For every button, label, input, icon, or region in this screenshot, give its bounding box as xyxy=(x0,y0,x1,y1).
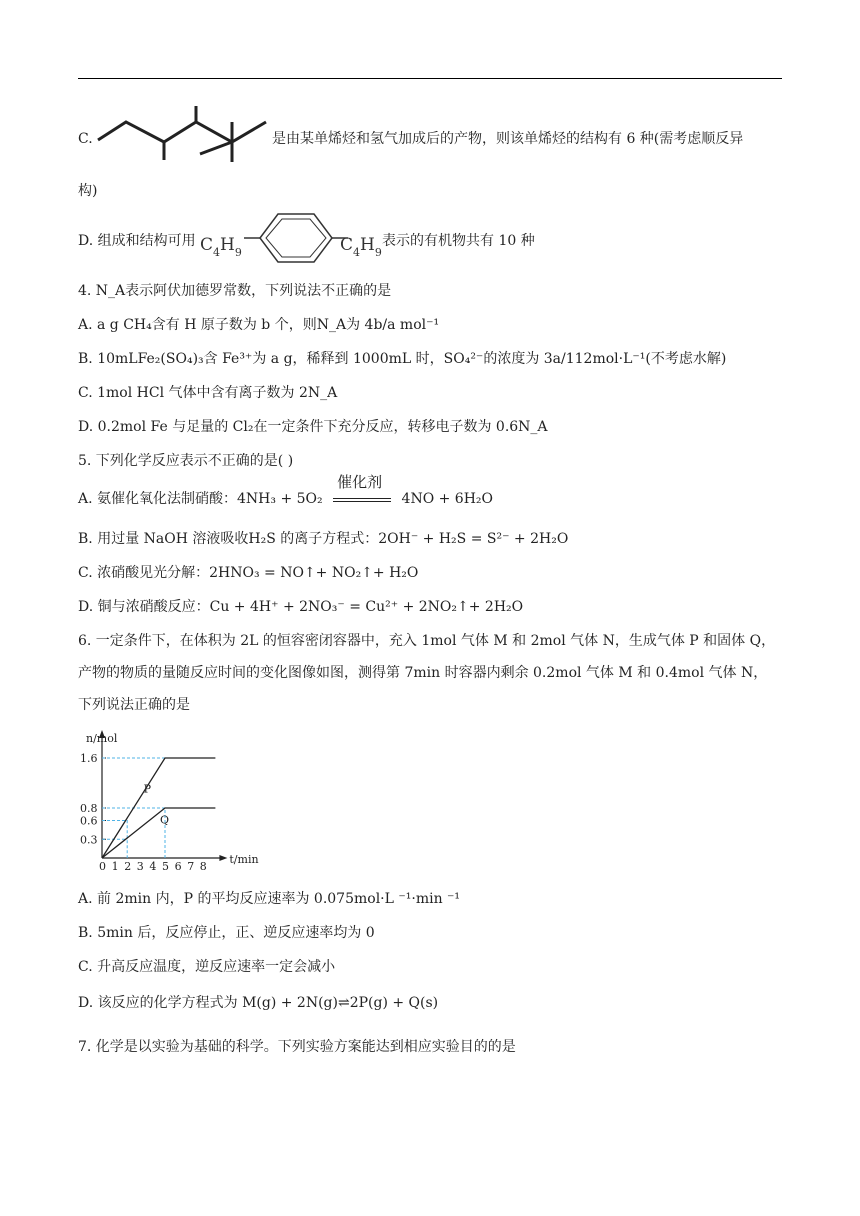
q6-option-d: D. 该反应的化学方程式为 M(g) + 2N(g)⇌2P(g) + Q(s) xyxy=(78,995,439,1011)
svg-text:C4H9: $C_4H_9$ xyxy=(200,235,242,259)
q6-stem-line3: 下列说法正确的是 xyxy=(78,697,190,713)
q6-option-a: A. 前 2min 内，P 的平均反应速率为 0.075mol·L ⁻¹·min ⁻¹ xyxy=(78,891,461,907)
q4-option-a: A. a g CH₄含有 H 原子数为 b 个，则N_A为 4b/a mol⁻¹ xyxy=(78,317,440,333)
q3-c-text-cont: 构) xyxy=(78,183,98,199)
q4-option-b: B. 10mLFe₂(SO₄)₃含 Fe³⁺为 a g，稀释到 1000mL 时，SO₄²⁻的浓度为 3a/112mol·L⁻¹(不考虑水解) xyxy=(78,351,727,367)
svg-text:C4H9: $C_4H_9$ xyxy=(340,235,382,259)
x-tick-label: 7 xyxy=(187,860,195,873)
header-rule xyxy=(78,78,782,79)
y-axis-label: n/mol xyxy=(86,732,118,745)
x-tick-label: 2 xyxy=(124,860,132,873)
q7-stem: 7. 化学是以实验为基础的科学。下列实验方案能达到相应实验目的的是 xyxy=(78,1039,516,1055)
x-tick-label: 5 xyxy=(162,860,169,873)
q5-option-a xyxy=(78,473,494,508)
q6-stem-line1: 6. 一定条件下，在体积为 2L 的恒容密闭容器中，充入 1mol 气体 M 和 2mol 气体 N，生成气体 P 和固体 Q， xyxy=(78,633,776,649)
q4-option-d: D. 0.2mol Fe 与足量的 Cl₂在一定条件下充分反应，转移电子数为 0.6N_A xyxy=(78,419,548,435)
q3-c-label: C. xyxy=(78,131,93,147)
x-tick-label: 8 xyxy=(199,860,207,873)
q5-a-prefix: A. 氨催化氧化法制硝酸：4NH₃ + 5O₂ xyxy=(78,491,323,507)
n-vs-t-chart xyxy=(78,726,268,876)
q3-option-c xyxy=(78,130,93,148)
x-tick-label: 4 xyxy=(149,860,157,873)
q6-stem-line2: 产物的物质的量随反应时间的变化图像如图，测得第 7min 时容器内剩余 0.2mol 气体 M 和 0.4mol 气体 N， xyxy=(78,665,768,681)
y-tick-label: 0.3 xyxy=(80,833,98,847)
skeletal-formula-alkane xyxy=(96,104,272,166)
y-tick-label: 0.8 xyxy=(80,802,98,815)
y-tick-label: 0.6 xyxy=(80,814,98,828)
x-tick-label: 0 xyxy=(99,860,106,873)
q5-option-c: C. 浓硝酸见光分解：2HNO₃ = NO↑+ NO₂↑+ H₂O xyxy=(78,565,419,581)
series-label-p: P xyxy=(143,782,151,796)
x-axis-label: t/min xyxy=(229,853,259,866)
para-disubstituted-benzene xyxy=(198,210,398,266)
q6-option-b: B. 5min 后，反应停止，正、逆反应速率均为 0 xyxy=(78,925,375,941)
y-tick-label: 1.6 xyxy=(80,752,98,765)
q5-option-d: D. 铜与浓硝酸反应：Cu + 4H⁺ + 2NO₃⁻ = Cu²⁺ + 2NO₂↑+ 2H₂O xyxy=(78,599,524,615)
q5-stem: 5. 下列化学反应表示不正确的是( ) xyxy=(78,453,294,469)
q4-option-c: C. 1mol HCl 气体中含有离子数为 2N_A xyxy=(78,385,338,401)
q4-stem: 4. N_A表示阿伏加德罗常数，下列说法不正确的是 xyxy=(78,283,392,299)
series-line-q xyxy=(102,808,215,858)
q3-d-text: 表示的有机物共有 10 种 xyxy=(382,233,535,249)
catalyst-label: 催化剂 xyxy=(337,473,383,491)
x-axis-arrow xyxy=(219,855,227,861)
x-tick-label: 6 xyxy=(174,860,182,873)
series-label-q: Q xyxy=(159,813,169,827)
x-tick-label: 1 xyxy=(111,860,119,873)
q5-option-b: B. 用过量 NaOH 溶液吸收H₂S 的离子方程式：2OH⁻ + H₂S = S²⁻ + 2H₂O xyxy=(78,531,569,547)
q5-a-suffix: 4NO + 6H₂O xyxy=(401,491,494,507)
q3-option-d: D. 组成和结构可用 xyxy=(78,233,196,249)
q6-option-c: C. 升高反应温度，逆反应速率一定会减小 xyxy=(78,959,336,975)
x-tick-label: 3 xyxy=(136,860,144,873)
q3-c-text: 是由某单烯烃和氢气加成后的产物，则该单烯烃的结构有 6 种(需考虑顺反异 xyxy=(272,131,744,147)
reaction-arrow-catalyst xyxy=(333,473,391,508)
